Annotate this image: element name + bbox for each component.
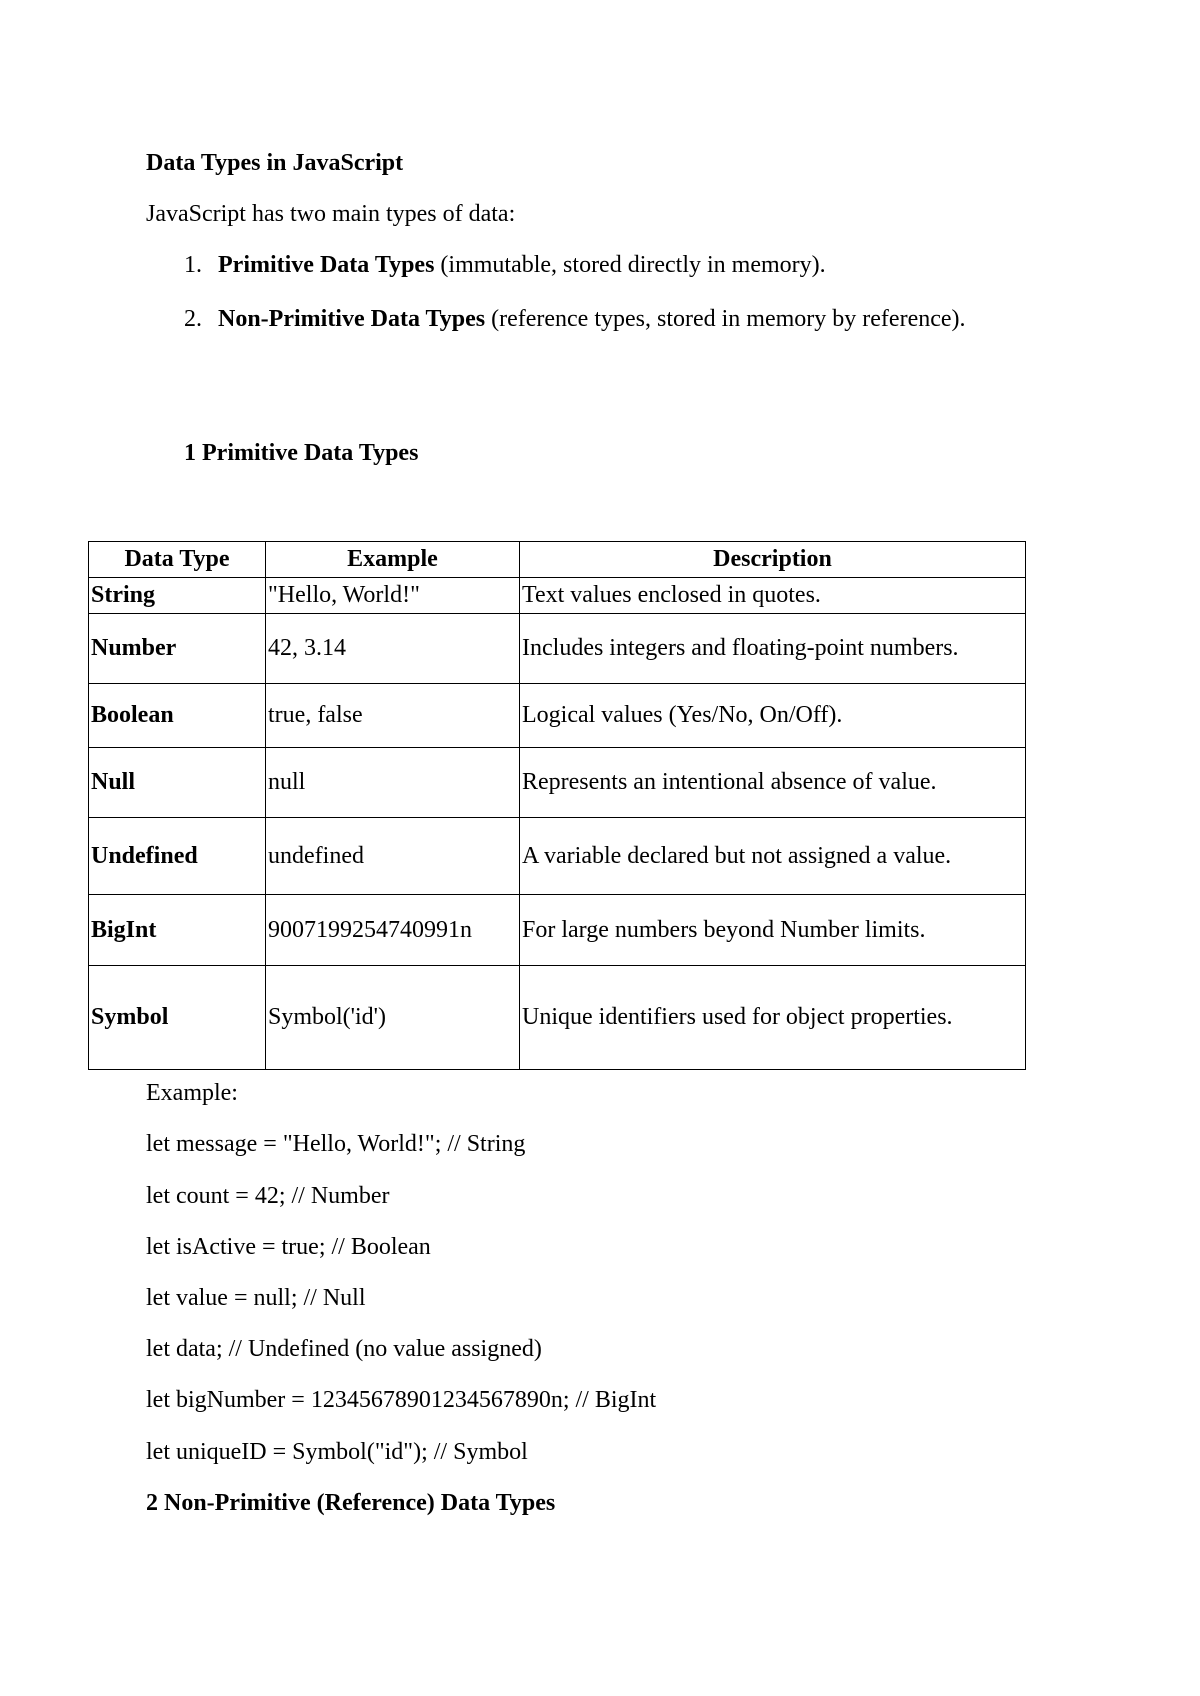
code-line: let message = "Hello, World!"; // String [146,1131,526,1157]
code-line: let data; // Undefined (no value assigned) [146,1336,542,1362]
list-item-bold: Primitive Data Types [218,252,435,278]
column-header-example: Example [266,542,520,578]
cell-type: Null [89,748,266,818]
list-item-text: (immutable, stored directly in memory). [434,252,826,278]
column-header-data-type: Data Type [89,542,266,578]
page-title: Data Types in JavaScript [146,150,404,176]
code-line: let isActive = true; // Boolean [146,1234,431,1260]
table-header-row [89,542,1026,578]
section-heading-primitive: 1 Primitive Data Types [184,440,419,466]
list-item-body [218,248,1004,282]
table-row [89,578,1026,614]
code-line: let uniqueID = Symbol("id"); // Symbol [146,1439,528,1465]
cell-description: Text values enclosed in quotes. [520,578,1026,614]
cell-description: Logical values (Yes/No, On/Off). [520,684,1026,748]
cell-description: A variable declared but not assigned a value. [520,818,1026,895]
example-label: Example: [146,1080,238,1106]
cell-description: Represents an intentional absence of value. [520,748,1026,818]
table-row [89,614,1026,684]
cell-description: Unique identifiers used for object properties. [520,966,1026,1070]
cell-type: String [89,578,266,614]
data-types-table [88,541,1026,1070]
cell-description: Includes integers and floating-point numbers. [520,614,1026,684]
list-item-bold: Non-Primitive Data Types [218,306,486,332]
list-item [184,302,1004,336]
cell-type: Number [89,614,266,684]
cell-type: Undefined [89,818,266,895]
table-row [89,748,1026,818]
column-header-description: Description [520,542,1026,578]
code-line: let bigNumber = 12345678901234567890n; // BigInt [146,1387,657,1413]
cell-example: null [266,748,520,818]
cell-example: Symbol('id') [266,966,520,1070]
list-number: 1. [184,252,202,278]
code-line: let count = 42; // Number [146,1183,390,1209]
list-item-body [218,302,1004,336]
cell-example: 42, 3.14 [266,614,520,684]
list-number: 2. [184,306,202,332]
cell-example: 9007199254740991n [266,895,520,966]
cell-description: For large numbers beyond Number limits. [520,895,1026,966]
cell-example: true, false [266,684,520,748]
cell-type: Boolean [89,684,266,748]
table-row [89,684,1026,748]
cell-type: Symbol [89,966,266,1070]
cell-type: BigInt [89,895,266,966]
section-heading-non-primitive: 2 Non-Primitive (Reference) Data Types [146,1490,556,1516]
table-row [89,895,1026,966]
intro-text: JavaScript has two main types of data: [146,201,516,227]
cell-example: undefined [266,818,520,895]
table-row [89,818,1026,895]
code-line: let value = null; // Null [146,1285,366,1311]
list-item [184,248,1004,282]
cell-example: "Hello, World!" [266,578,520,614]
table-row [89,966,1026,1070]
list-item-text: (reference types, stored in memory by reference). [485,306,966,332]
